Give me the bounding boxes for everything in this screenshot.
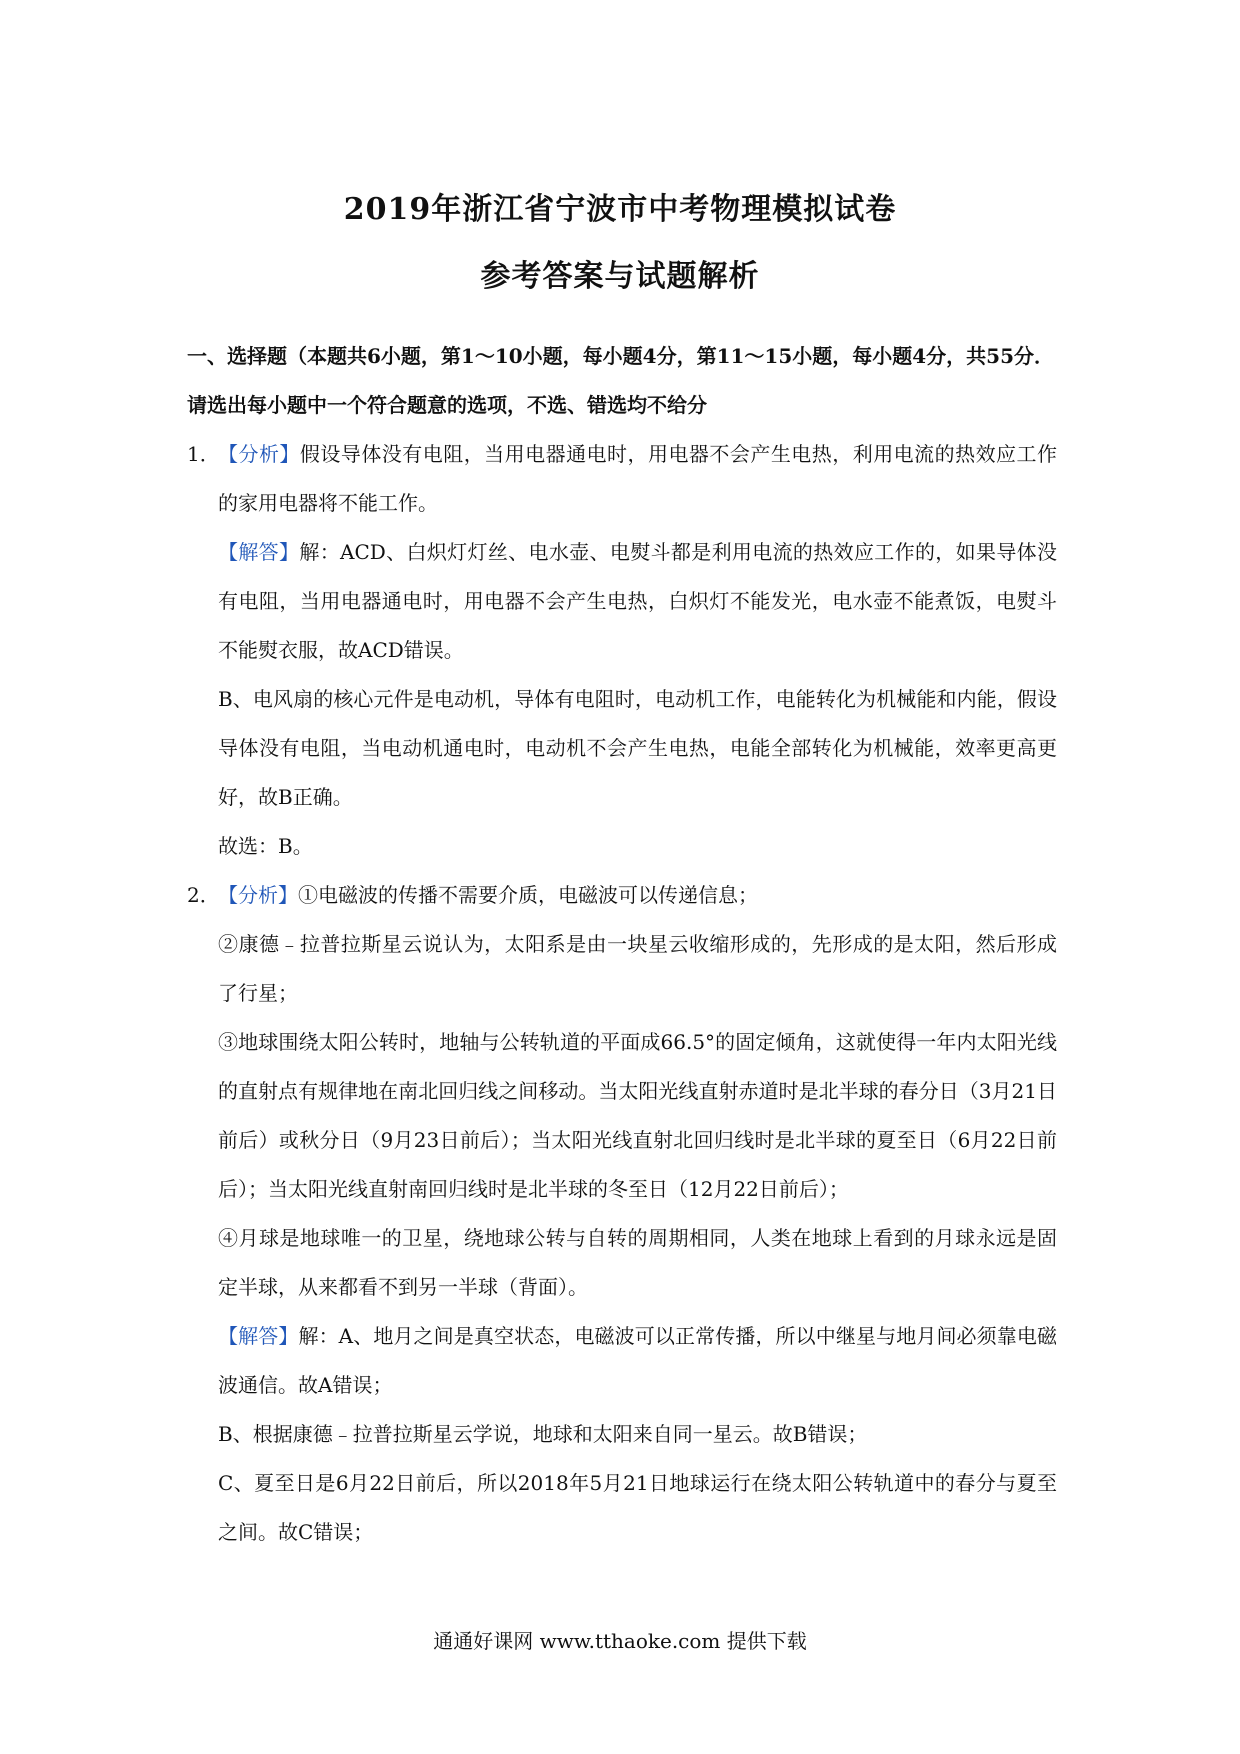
question-number: 2． xyxy=(187,883,220,907)
analysis-point-1: ①电磁波的传播不需要介质，电磁波可以传递信息； xyxy=(298,883,758,907)
analysis-text: 假设导体没有电阻，当用电器通电时，用电器不会产生电热，利用电流的热效应工作的家用电器将不能工作。 xyxy=(218,442,1058,515)
section-heading: 一、选择题（本题共6小题，第1～10小题，每小题4分，第11～15小题，每小题4分，共55分．请选出每小题中一个符合题意的选项，不选、错选均不给分 xyxy=(187,344,1054,417)
answer-text: 解：ACD、白炽灯灯丝、电水壶、电熨斗都是利用电流的热效应工作的，如果导体没有电阻，当用电器通电时，用电器不会产生电热，白炽灯不能发光，电水壶不能煮饭，电熨斗不能熨衣服，故ACD错误。 xyxy=(218,540,1058,662)
analysis-tag: 【分析】 xyxy=(218,883,298,907)
question-number: 1． xyxy=(187,442,220,466)
page-footer: 通通好课网 www.tthaoke.com 提供下载 xyxy=(433,1629,807,1653)
answer-tag: 【解答】 xyxy=(218,540,300,564)
answer-choice: 故选：B。 xyxy=(218,834,313,858)
analysis-paragraph xyxy=(218,871,1057,920)
analysis-point-2: ②康德﹣拉普拉斯星云说认为，太阳系是由一块星云收缩形成的，先形成的是太阳，然后形成了行星； xyxy=(218,932,1057,1005)
answer-option-b: B、电风扇的核心元件是电动机，导体有电阻时，电动机工作，电能转化为机械能和内能，假设导体没有电阻，当电动机通电时，电动机不会产生电热，电能全部转化为机械能，效率更高更好，故B正确。 xyxy=(218,687,1057,809)
analysis-paragraph xyxy=(218,430,1057,528)
analysis-point-3: ③地球围绕太阳公转时，地轴与公转轨道的平面成66.5°的固定倾角，这就使得一年内太阳光线的直射点有规律地在南北回归线之间移动。当太阳光线直射赤道时是北半球的春分日（3月21日前后）或秋分日（9月23日前后）；当太阳光线直射北回归线时是北半球的夏至日（6月22日前后）；当太阳光线直射南回归线时是北半球的冬至日（12月22日前后）； xyxy=(218,1030,1057,1201)
question-2 xyxy=(187,871,1057,1557)
answer-option-a: 解：A、地月之间是真空状态，电磁波可以正常传播，所以中继星与地月间必须靠电磁波通信。故A错误； xyxy=(218,1324,1057,1397)
answer-tag: 【解答】 xyxy=(218,1324,299,1348)
question-1 xyxy=(187,430,1057,871)
page-title: 2019年浙江省宁波市中考物理模拟试卷 xyxy=(343,192,897,227)
answer-option-c: C、夏至日是6月22日前后，所以2018年5月21日地球运行在绕太阳公转轨道中的春分与夏至之间。故C错误； xyxy=(218,1471,1057,1544)
answer-paragraph xyxy=(218,1312,1057,1410)
analysis-point-4: ④月球是地球唯一的卫星，绕地球公转与自转的周期相同，人类在地球上看到的月球永远是固定半球，从来都看不到另一半球（背面）。 xyxy=(218,1226,1057,1299)
analysis-tag: 【分析】 xyxy=(218,442,300,466)
answer-paragraph xyxy=(218,528,1057,675)
answer-content xyxy=(187,430,1057,1557)
answer-option-b: B、根据康德﹣拉普拉斯星云学说，地球和太阳来自同一星云。故B错误； xyxy=(218,1422,868,1446)
page-subtitle: 参考答案与试题解析 xyxy=(480,259,760,294)
